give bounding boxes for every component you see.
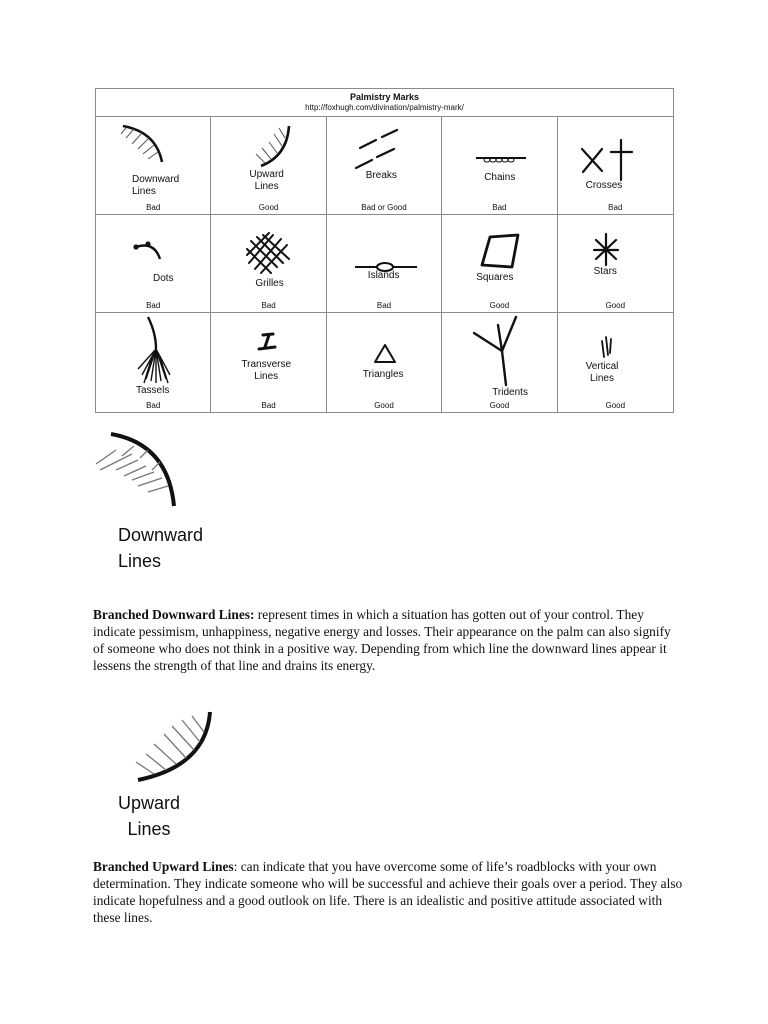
downward-lines-text: represent times in which a situation has gotten out of your control. They indicate pessimism, unhappiness, negative energy and losses. Their appearance on the palm can also signify of someone who does not think in a positive way. Depending from which line the downward lines appear it lessens the strength of that line and drains its energy.	[93, 607, 671, 673]
mark-name: Squares	[476, 271, 514, 283]
mark-cell-downward-lines	[96, 116, 211, 215]
mark-cell-squares	[442, 215, 557, 314]
mark-name: Tassels	[136, 385, 170, 397]
upward-lines-text: : can indicate that you have overcome some of life’s roadblocks with your own determination. They indicate someone who will be successful and achieve their goals over a period. They also indicate hopefulness and a good outlook on life. There is an idealistic and positive attitude associated with these lines.	[93, 859, 683, 925]
upward-lines-heading: Branched Upward Lines	[93, 859, 234, 874]
mark-name: Triangles	[362, 369, 404, 381]
chart-header	[96, 89, 673, 117]
mark-verdict: Good	[374, 400, 394, 410]
chart-source-url: http://foxhugh.com/divination/palmistry-mark/	[305, 103, 464, 112]
mark-verdict: Bad	[146, 202, 161, 212]
mark-verdict: Good	[605, 400, 626, 410]
mark-name: Chains	[484, 172, 516, 183]
upward-lines-figure	[106, 708, 246, 848]
downward-lines-label: Downward Lines	[118, 525, 204, 571]
mark-cell-tridents	[442, 313, 557, 412]
upward-lines-label: Upward Lines	[118, 793, 181, 839]
downward-lines-large-icon	[92, 428, 232, 528]
squares-icon	[442, 215, 557, 313]
crosses-icon	[558, 116, 673, 214]
islands-icon	[327, 215, 442, 313]
downward-lines-paragraph	[93, 606, 685, 674]
upward-lines-paragraph	[93, 858, 685, 926]
mark-name: Breaks	[365, 170, 397, 181]
breaks-icon	[327, 116, 442, 214]
mark-cell-breaks	[327, 116, 442, 215]
mark-verdict: Bad	[376, 301, 392, 311]
mark-verdict: Bad	[146, 301, 161, 311]
upward-lines-icon	[211, 116, 326, 214]
mark-verdict: Good	[489, 400, 510, 410]
mark-verdict: Bad	[492, 202, 507, 212]
mark-cell-dots	[96, 215, 211, 314]
chart-title: Palmistry Marks	[349, 92, 420, 102]
stars-icon	[558, 215, 673, 313]
chains-icon	[442, 116, 557, 214]
mark-cell-stars	[558, 215, 673, 314]
mark-name: Grilles	[255, 277, 284, 289]
mark-name: Upward Lines	[249, 169, 284, 192]
mark-cell-crosses	[558, 116, 673, 215]
palmistry-marks-chart	[95, 88, 674, 413]
mark-cell-islands	[327, 215, 442, 314]
mark-verdict: Bad	[261, 301, 276, 311]
mark-verdict: Good	[605, 301, 626, 311]
mark-verdict: Bad or Good	[361, 202, 407, 212]
downward-lines-icon	[96, 116, 211, 214]
mark-cell-upward-lines	[211, 116, 326, 215]
mark-cell-grilles	[211, 215, 326, 314]
mark-cell-triangles	[327, 313, 442, 412]
mark-name: Tridents	[492, 387, 528, 399]
mark-name: Dots	[153, 272, 174, 284]
mark-name: Stars	[593, 265, 617, 277]
mark-name: Downward Lines	[132, 174, 180, 197]
mark-verdict: Good	[258, 202, 279, 212]
dots-icon	[96, 215, 211, 313]
mark-name: Vertical Lines	[585, 361, 619, 385]
mark-cell-transverse-lines	[211, 313, 326, 412]
mark-cell-chains	[442, 116, 557, 215]
triangles-icon	[327, 313, 442, 411]
mark-verdict: Good	[489, 301, 510, 311]
downward-lines-heading: Branched Downward Lines:	[93, 607, 255, 622]
mark-verdict: Bad	[146, 400, 161, 410]
mark-verdict: Bad	[261, 400, 276, 410]
mark-cell-tassels	[96, 313, 211, 412]
downward-lines-figure	[92, 428, 232, 578]
mark-name: Islands	[367, 269, 400, 281]
upward-lines-large-icon	[106, 708, 246, 794]
marks-grid	[96, 116, 673, 412]
mark-name: Transverse Lines	[241, 359, 292, 383]
mark-verdict: Bad	[608, 202, 623, 212]
grilles-icon	[211, 215, 326, 313]
mark-cell-vertical-lines	[558, 313, 673, 412]
mark-name: Crosses	[585, 180, 623, 191]
